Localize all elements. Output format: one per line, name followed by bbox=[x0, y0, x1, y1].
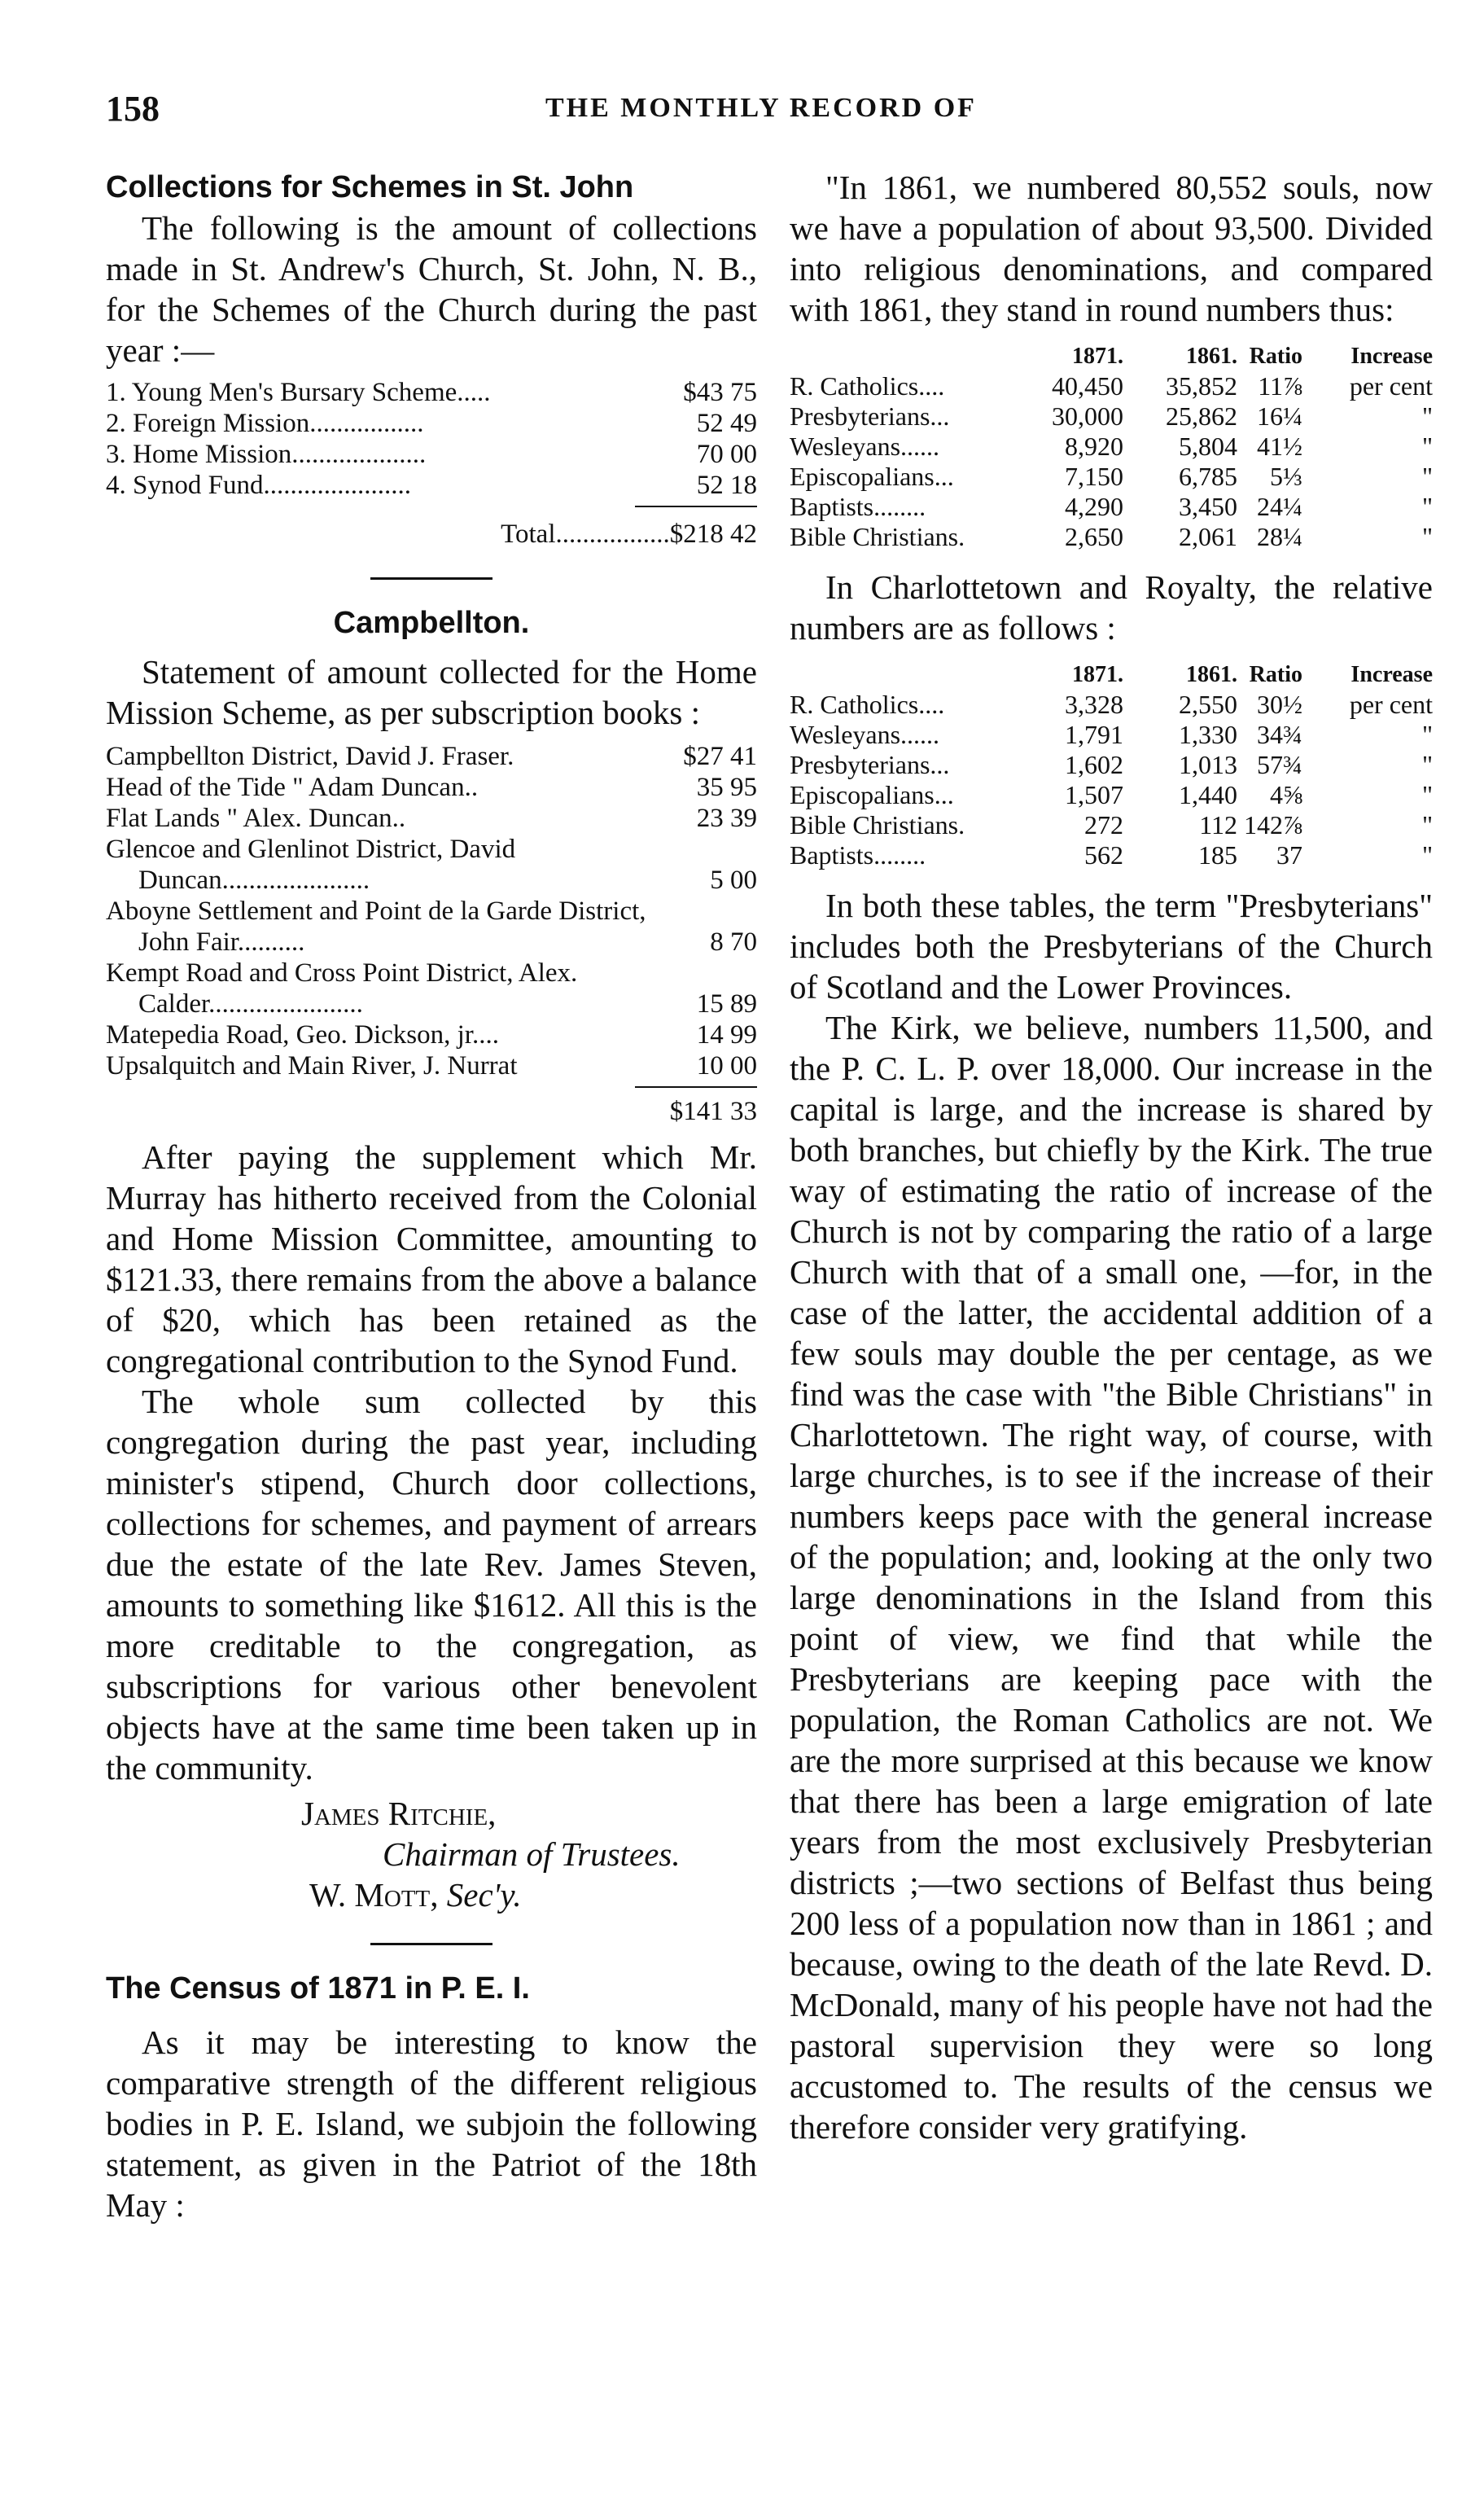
census-intro: As it may be interesting to know the comparative strength of the different religious bodies in P. E. Island, we subjoin the following statement, as given in the Patriot of the 18th May : bbox=[106, 2023, 757, 2224]
list-item: Flat Lands " Alex. Duncan.. 23 39 bbox=[106, 804, 757, 833]
kirk-paragraph: The Kirk, we believe, numbers 11,500, and the P. C. L. P. over 18,000. Our increase in the capital is large, and the increase is shared by both branches, but chiefly by the Kirk. The true way of estimating the ratio of increase of the Church is not by comparing the ratio of a large Church with that of a small one, —for, in the case of the latter, the accidental addition of a few souls may double the per centage, as we find was the case with "the Bible Christians" in Charlottetown. The right way, of course, with large churches, is to see if the increase of their numbers keeps pace with the general increase of the population; and, looking at the only two large denominations in the Island from this point of view, we find that while the Presbyterians are keeping pace with the population, the Roman Catholics are not. We are the more surprised at this because we know that there has been a large emigration of late years from the most exclusively Presbyterian districts ;—two sections of Belfast thus being 200 less of a population now than in 1861 ; and because, owing to the death of the late Revd. D. McDonald, many of his people have not had the pastoral supervision they were so long accustomed to. The results of the census we therefore consider very gratifying. bbox=[790, 1009, 1433, 2146]
list-item: Campbellton District, David J. Fraser. $27 41 bbox=[106, 742, 757, 771]
table-row: Wesleyans...... 1,791 1,330 34¾ " bbox=[790, 720, 1433, 749]
collections-list bbox=[106, 377, 757, 550]
total-rule bbox=[635, 1086, 757, 1088]
list-item: 3. Home Mission.................... 70 00 bbox=[106, 440, 757, 469]
table-row: Episcopalians... 7,150 6,785 5⅓ " bbox=[790, 462, 1433, 491]
list-item: 4. Synod Fund...................... 52 18 bbox=[106, 471, 757, 500]
list-item: Glencoe and Glenlinot District, David Duncan...................... 5 00 bbox=[106, 835, 757, 895]
total-rule bbox=[635, 506, 757, 507]
table-row: R. Catholics.... 3,328 2,550 30½ per cent bbox=[790, 690, 1433, 719]
list-item: Kempt Road and Cross Point District, Alex. Calder....................... 15 89 bbox=[106, 958, 757, 1019]
campbellton-title: Campbellton. bbox=[333, 606, 530, 640]
page-header bbox=[106, 88, 1425, 137]
signature-2 bbox=[106, 1874, 757, 1915]
census-table-charlottetown bbox=[790, 660, 1433, 870]
running-head: THE MONTHLY RECORD OF bbox=[545, 93, 977, 123]
table-row: Baptists........ 4,290 3,450 24¼ " bbox=[790, 492, 1433, 521]
campbellton-total: $141 33 bbox=[669, 1097, 757, 1126]
table-row: Bible Christians. 272 112 142⅞ " bbox=[790, 810, 1433, 840]
campbellton-para-1: After paying the supplement which Mr. Murray has hitherto received from the Colonial and Home Mission Committee, amounting to $121.33, there remains from the above a balance of $20, which has been retained as the congregational contribution to the Synod Fund. bbox=[106, 1138, 757, 1379]
signature-block bbox=[106, 1793, 757, 1915]
list-item: Matepedia Road, Geo. Dickson, jr.... 14 99 bbox=[106, 1020, 757, 1050]
signature-name: James Ritchie, bbox=[301, 1795, 497, 1832]
table-header-row: 1871. 1861. Ratio Increase bbox=[1072, 662, 1433, 687]
section-divider bbox=[370, 1943, 492, 1945]
list-item: 1. Young Men's Bursary Scheme..... $43 75 bbox=[106, 378, 757, 407]
table-row: Episcopalians... 1,507 1,440 4⅝ " bbox=[790, 780, 1433, 809]
census-table-island bbox=[790, 341, 1433, 552]
signature-role: Chairman of Trustees. bbox=[383, 1835, 681, 1873]
page-number: 158 bbox=[106, 89, 160, 129]
table-row: Baptists........ 562 185 37 " bbox=[790, 840, 1433, 870]
table-row: Presbyterians... 30,000 25,862 16¼ " bbox=[790, 401, 1433, 431]
table-header-row: 1871. 1861. Ratio Increase bbox=[1072, 344, 1433, 369]
census-title: The Census of 1871 in P. E. I. bbox=[106, 1971, 530, 2006]
collections-intro: The following is the amount of collections made in St. Andrew's Church, St. John, N. B., for the Schemes of the Church during the past year :— bbox=[106, 209, 757, 369]
census-quote: "In 1861, we numbered 80,552 souls, now we have a population of about 93,500. Divided into religious denominations, and compared with 1861, they stand in round numbers thus: bbox=[790, 169, 1433, 328]
collections-total: Total.................$218 42 bbox=[501, 519, 757, 549]
table-row: Presbyterians... 1,602 1,013 57¾ " bbox=[790, 750, 1433, 779]
presbyterians-note: In both these tables, the term "Presbyterians" includes both the Presbyterians of the Church of Scotland and the Lower Provinces. bbox=[790, 887, 1433, 1006]
section-divider bbox=[370, 577, 492, 580]
list-item: Head of the Tide " Adam Duncan.. 35 95 bbox=[106, 773, 757, 802]
signature-2-name: W. Mott, bbox=[309, 1876, 439, 1914]
signature-2-role: Sec'y. bbox=[446, 1876, 522, 1914]
table-row: R. Catholics.... 40,450 35,852 11⅞ per cent bbox=[790, 371, 1433, 401]
collections-title: Collections for Schemes in St. John bbox=[106, 170, 634, 204]
table-row: Bible Christians. 2,650 2,061 28¼ " bbox=[790, 522, 1433, 551]
right-column bbox=[790, 167, 1433, 2147]
campbellton-list bbox=[106, 741, 757, 1127]
left-column bbox=[106, 167, 757, 2225]
charlottetown-intro: In Charlottetown and Royalty, the relative numbers are as follows : bbox=[790, 568, 1433, 647]
campbellton-para-2: The whole sum collected by this congregation during the past year, including minister's stipend, Church door collections, collections for schemes, and payment of arrears due the estate of the late Rev. James Steven, amounts to something like $1612. All this is the more creditable to the congregation, as subscriptions for various other benevolent objects have at the same time been taken up in the community. bbox=[106, 1383, 757, 1786]
table-row: Wesleyans...... 8,920 5,804 41½ " bbox=[790, 432, 1433, 461]
list-item: Upsalquitch and Main River, J. Nurrat 10 00 bbox=[106, 1051, 757, 1081]
list-item: 2. Foreign Mission................. 52 49 bbox=[106, 409, 757, 438]
list-item: Aboyne Settlement and Point de la Garde District, John Fair.......... 8 70 bbox=[106, 897, 757, 957]
campbellton-intro: Statement of amount collected for the Home Mission Scheme, as per subscription books : bbox=[106, 653, 757, 731]
